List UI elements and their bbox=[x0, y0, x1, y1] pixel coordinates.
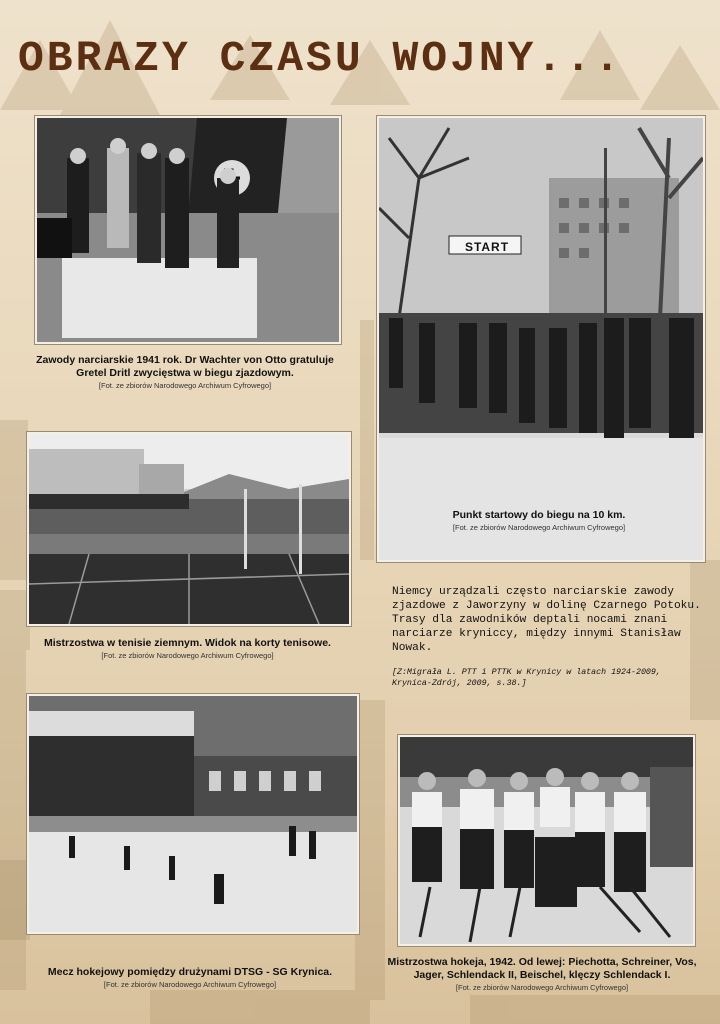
photo-ski-ceremony bbox=[35, 116, 341, 344]
page-title: OBRAZY CZASU WOJNY... bbox=[18, 34, 623, 83]
photo-tennis bbox=[27, 432, 351, 626]
caption-hockey-match bbox=[20, 966, 360, 990]
caption-text: Mistrzostwa w tenisie ziemnym. Widok na korty tenisowe. bbox=[44, 637, 331, 649]
photo-credit: [Fot. ze zbiorów Narodowego Archiwum Cyfrowego] bbox=[452, 523, 626, 532]
caption-text: Mecz hokejowy pomiędzy drużynami DTSG - SG Krynica. bbox=[47, 966, 333, 978]
caption-text: Punkt startowy do biegu na 10 km. bbox=[452, 509, 626, 521]
caption-text: Mistrzostwa hokeja, 1942. Od lewej: Piechotta, Schreiner, Vos, Jager, Schlendack II, Beischel, klęczy Schlendack I. bbox=[387, 956, 697, 981]
photo-hockey-team bbox=[398, 735, 695, 946]
photo-credit: [Fot. ze zbiorów Narodowego Archiwum Cyfrowego] bbox=[101, 651, 274, 660]
caption-text: Zawody narciarskie 1941 rok. Dr Wachter von Otto gratuluje Gretel Dritl zwycięstwa w biegu zjazdowym. bbox=[36, 354, 334, 379]
note-text: Niemcy urządzali często narciarskie zawody zjazdowe z Jaworzyny w dolinę Czarnego Potoku. Trasy dla zawodników deptali nocami znani narciarze kryniccy, między innymi Stanisław Nowak. bbox=[392, 586, 701, 654]
photo-credit: [Fot. ze zbiorów Narodowego Archiwum Cyfrowego] bbox=[455, 983, 629, 992]
photo-start-point bbox=[377, 116, 705, 562]
caption-start-point bbox=[380, 509, 698, 533]
note-reference: [Z:Migrała L. PTT i PTTK w Krynicy w latach 1924-2009, Krynica-Zdrój, 2009, s.38.] bbox=[392, 668, 661, 688]
caption-ski-ceremony bbox=[20, 354, 350, 391]
start-banner: START bbox=[464, 240, 510, 254]
history-note bbox=[392, 585, 702, 689]
photo-credit: [Fot. ze zbiorów Narodowego Archiwum Cyfrowego] bbox=[98, 381, 272, 390]
photo-credit: [Fot. ze zbiorów Narodowego Archiwum Cyfrowego] bbox=[103, 980, 277, 989]
caption-hockey-team bbox=[372, 956, 712, 993]
caption-tennis bbox=[20, 637, 355, 661]
photo-hockey-match bbox=[27, 694, 359, 934]
